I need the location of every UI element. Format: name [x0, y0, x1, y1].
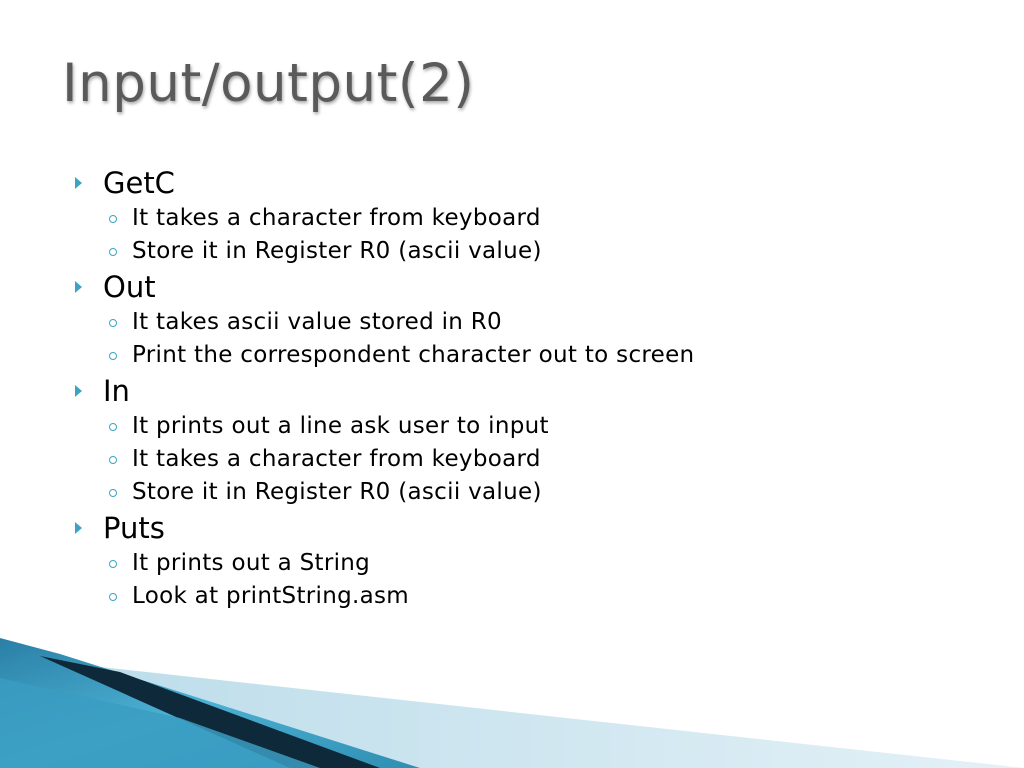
hollow-circle-icon [109, 248, 117, 256]
sub-item [72, 547, 972, 580]
hollow-circle-icon [109, 215, 117, 223]
sub-item-label: It takes a character from keyboard [132, 205, 541, 231]
sub-item-label: Print the correspondent character out to screen [132, 342, 695, 368]
bullet-in [72, 372, 972, 509]
bullet-label: GetC [103, 166, 175, 200]
hollow-circle-icon [109, 352, 117, 360]
sub-item-label: It takes a character from keyboard [132, 446, 541, 472]
sub-item-label: It prints out a line ask user to input [132, 413, 549, 439]
triangle-arrow-icon [75, 281, 82, 293]
sub-item-label: It takes ascii value stored in R0 [132, 309, 502, 335]
hollow-circle-icon [109, 456, 117, 464]
hollow-circle-icon [109, 319, 117, 327]
hollow-circle-icon [109, 489, 117, 497]
bullet-label: Puts [103, 511, 165, 545]
slide-title: Input/output(2) [62, 53, 475, 114]
sub-item-label: Store it in Register R0 (ascii value) [132, 238, 542, 264]
sub-item [72, 235, 972, 268]
sub-item-label: It prints out a String [132, 550, 371, 576]
triangle-arrow-icon [75, 385, 82, 397]
hollow-circle-icon [109, 423, 117, 431]
sub-item [72, 580, 972, 613]
bullet-label: Out [103, 270, 156, 304]
sub-item [72, 410, 972, 443]
hollow-circle-icon [109, 560, 117, 568]
bullet-puts [72, 509, 972, 613]
triangle-arrow-icon [75, 177, 82, 189]
slide-corner-decoration [0, 638, 1024, 768]
sub-item [72, 202, 972, 235]
bullet-label: In [103, 374, 130, 408]
sub-item-label: Look at printString.asm [132, 583, 409, 609]
sub-item-label: Store it in Register R0 (ascii value) [132, 479, 542, 505]
bullet-getc [72, 164, 972, 268]
bullet-out [72, 268, 972, 372]
sub-item [72, 476, 972, 509]
sub-item [72, 339, 972, 372]
bullet-list [72, 164, 972, 613]
sub-item [72, 443, 972, 476]
hollow-circle-icon [109, 593, 117, 601]
sub-item [72, 306, 972, 339]
triangle-arrow-icon [75, 522, 82, 534]
